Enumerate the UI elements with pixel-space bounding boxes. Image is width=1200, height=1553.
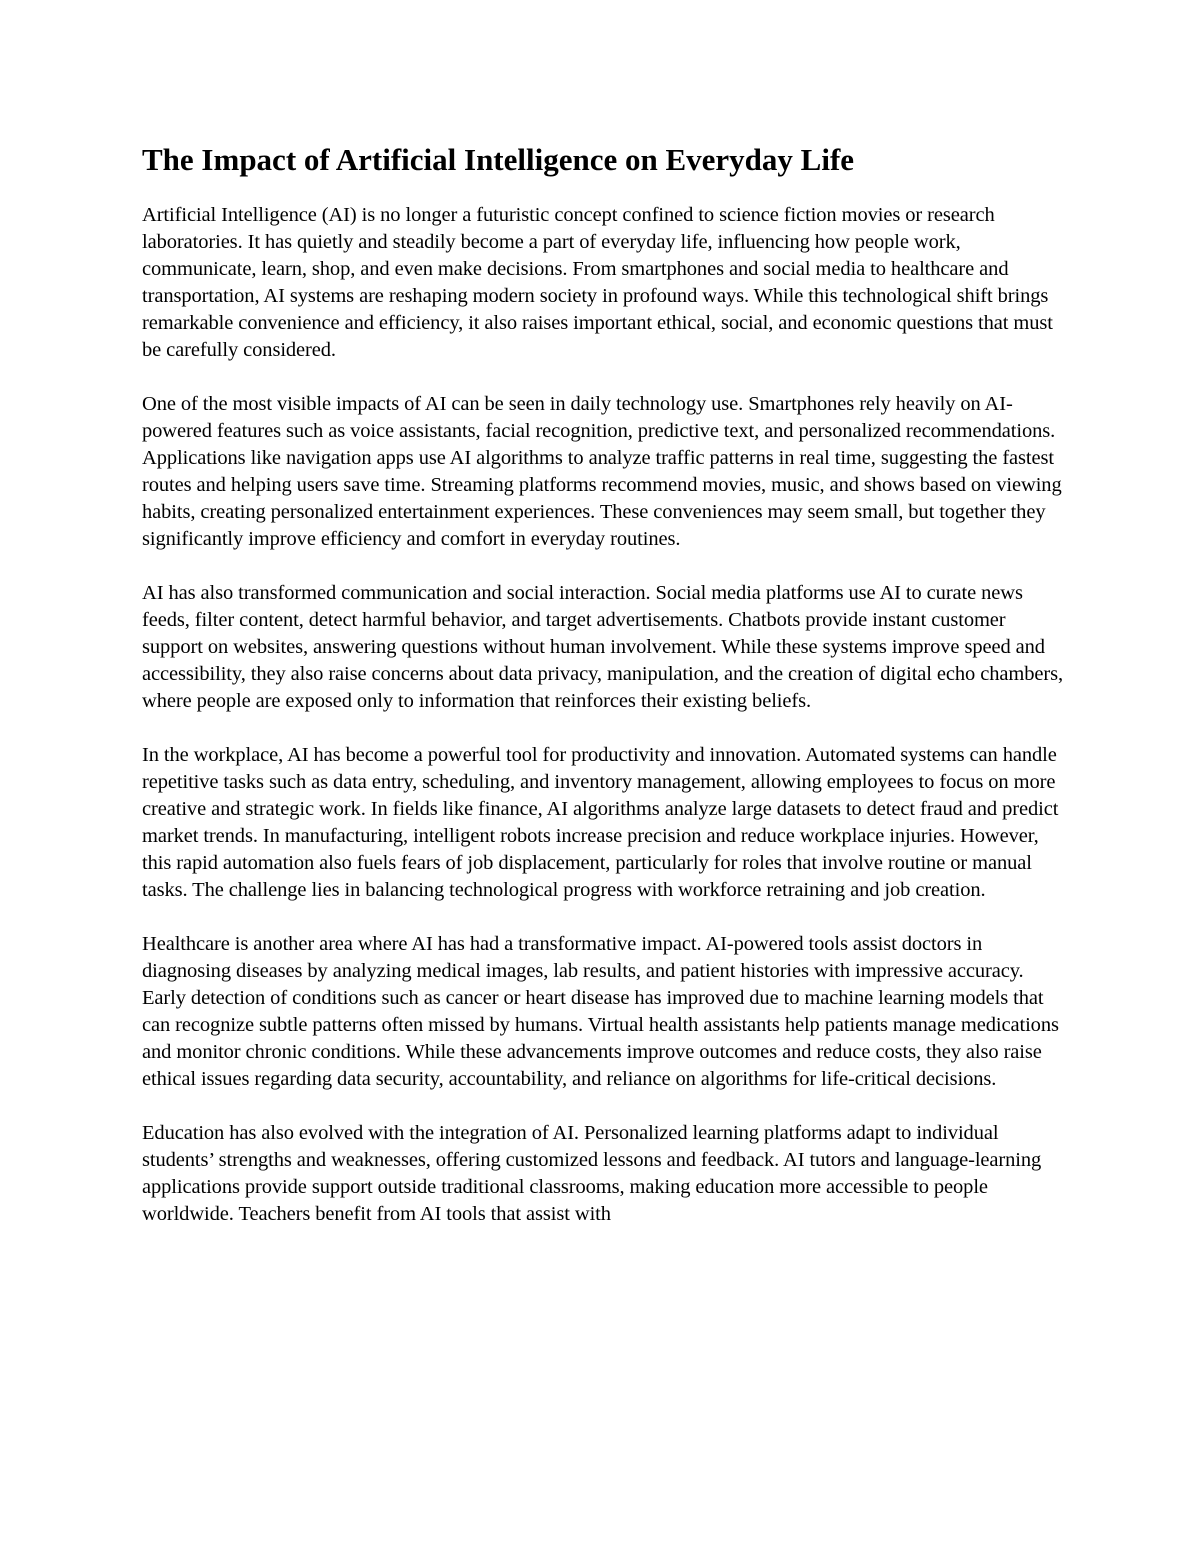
document-body <box>142 138 1067 1255</box>
paragraph-education: Education has also evolved with the integration of AI. Personalized learning platforms adapt to individual students’ strengths and weaknesses, offering customized lessons and feedback. AI tutors and language-learning applications provide support outside traditional classrooms, making education more accessible to people worldwide. Teachers benefit from AI tools that assist with <box>142 1122 1042 1225</box>
paragraph-daily-technology: One of the most visible impacts of AI can be seen in daily technology use. Smartphones rely heavily on AI-powered features such as voice assistants, facial recognition, predictive text, and personalized recommendations. Applications like navigation apps use AI algorithms to analyze traffic patterns in real time, suggesting the fastest routes and helping users save time. Streaming platforms recommend movies, music, and shows based on viewing habits, creating personalized entertainment experiences. These conveniences may seem small, but together they significantly improve efficiency and comfort in everyday routines. <box>142 393 1062 550</box>
document-title: The Impact of Artificial Intelligence on Everyday Life <box>142 142 855 177</box>
paragraph-healthcare: Healthcare is another area where AI has had a transformative impact. AI-powered tools assist doctors in diagnosing diseases by analyzing medical images, lab results, and patient histories with impressive accuracy. Early detection of conditions such as cancer or heart disease has improved due to machine learning models that can recognize subtle patterns often missed by humans. Virtual health assistants help patients manage medications and monitor chronic conditions. While these advancements improve outcomes and reduce costs, they also raise ethical issues regarding data security, accountability, and reliance on algorithms for life-critical decisions. <box>142 933 1059 1090</box>
paragraph-workplace: In the workplace, AI has become a powerful tool for productivity and innovation. Automated systems can handle repetitive tasks such as data entry, scheduling, and inventory management, allowing employees to focus on more creative and strategic work. In fields like finance, AI algorithms analyze large datasets to detect fraud and predict market trends. In manufacturing, intelligent robots increase precision and reduce workplace injuries. However, this rapid automation also fuels fears of job displacement, particularly for roles that involve routine or manual tasks. The challenge lies in balancing technological progress with workforce retraining and job creation. <box>142 744 1059 901</box>
paragraph-introduction: Artificial Intelligence (AI) is no longer a futuristic concept confined to science fiction movies or research laboratories. It has quietly and steadily become a part of everyday life, influencing how people work, communicate, learn, shop, and even make decisions. From smartphones and social media to healthcare and transportation, AI systems are reshaping modern society in profound ways. While this technological shift brings remarkable convenience and efficiency, it also raises important ethical, social, and economic questions that must be carefully considered. <box>142 204 1053 361</box>
paragraph-communication: AI has also transformed communication and social interaction. Social media platforms use AI to curate news feeds, filter content, detect harmful behavior, and target advertisements. Chatbots provide instant customer support on websites, answering questions without human involvement. While these systems improve speed and accessibility, they also raise concerns about data privacy, manipulation, and the creation of digital echo chambers, where people are exposed only to information that reinforces their existing beliefs. <box>142 582 1064 712</box>
